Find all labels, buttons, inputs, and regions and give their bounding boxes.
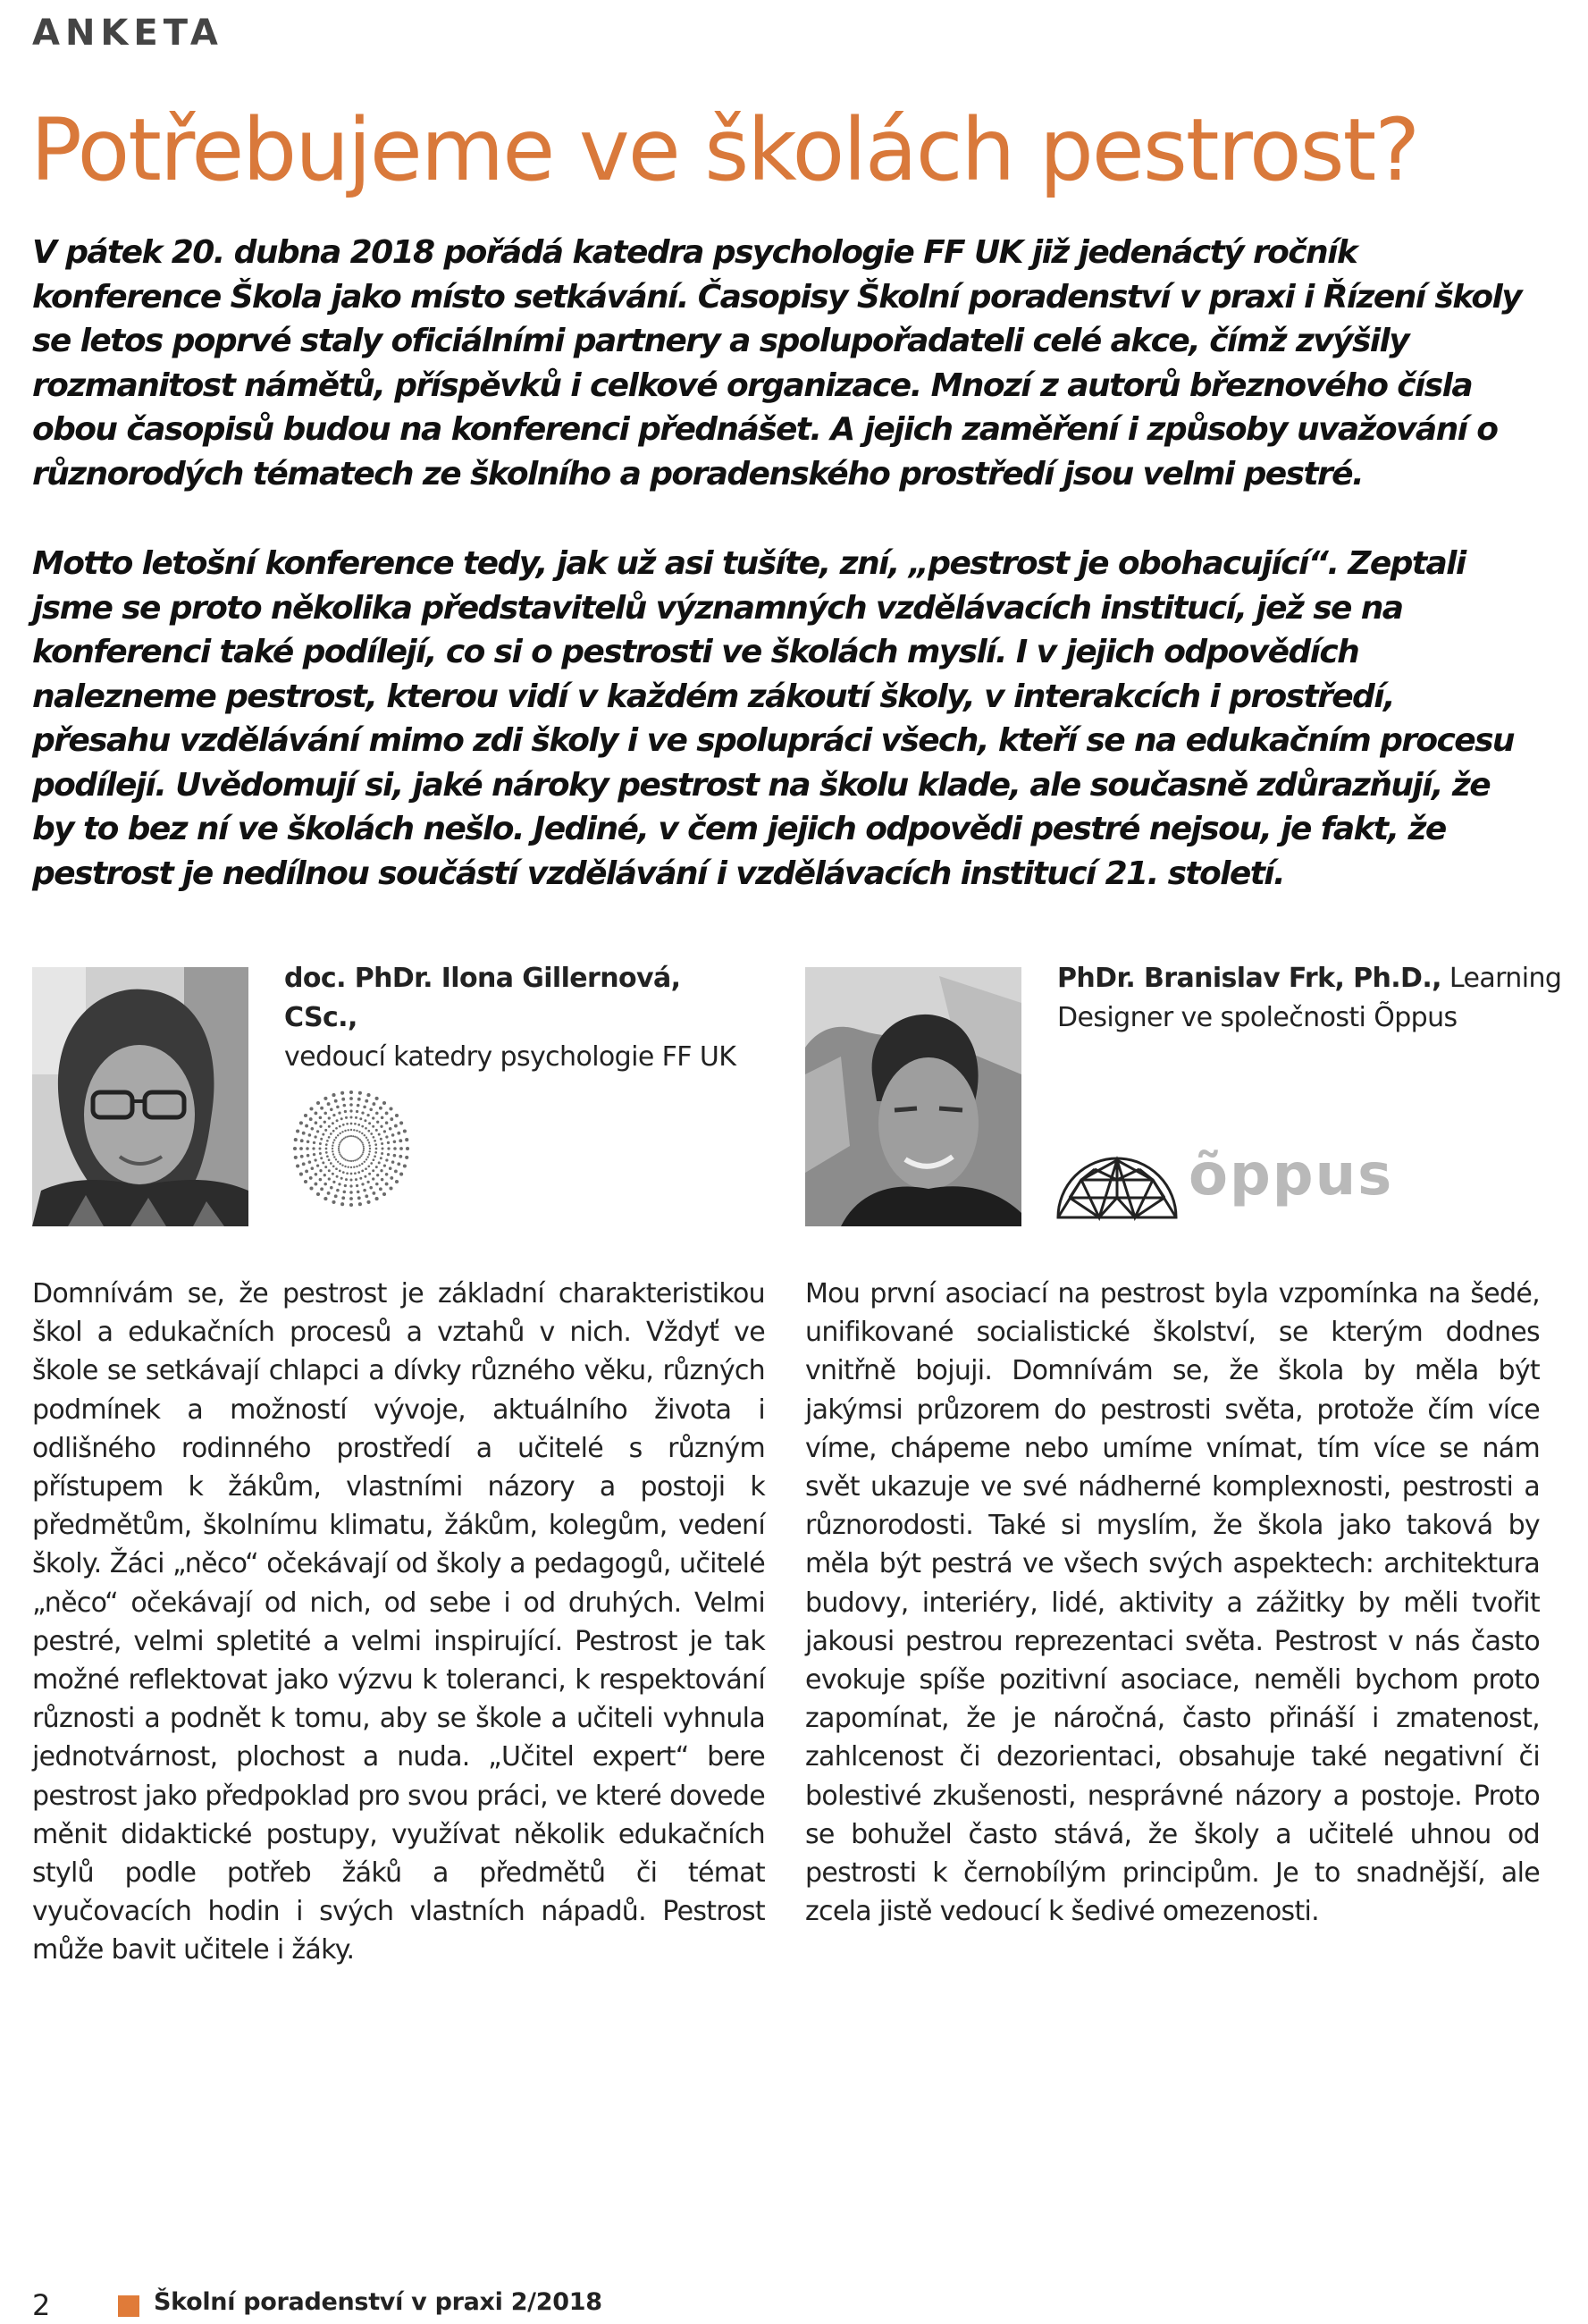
- article-headline: Potřebujeme ve školách pestrost?: [30, 100, 1419, 200]
- footer-accent-square: [118, 2295, 139, 2317]
- respondent-photo-gillernova: [32, 967, 248, 1226]
- lead-paragraph-2: Motto letošní konference tedy, jak už asi tušíte, zní, „pestrost je obohacující“. Zeptali jsme se proto několika představitelů významných vzdělávacích institucí, jež se na konferenci také podílejí, co si o pestrosti ve školách myslí. I v jejich odpovědích nalezneme pestrost, kterou vidí v každém zákoutí školy, v interakcích i prostředí, přesahu vzdělávání mimo zdi školy i ve spolupráci všech, kteří se na edukačním procesu podílejí. Uvědomují si, jaké nároky pestrost na školu klade, ale současně zdůrazňují, že by to bez ní ve školách nešlo. Jediné, v čem jejich odpovědi pestré nejsou, je fakt, že pestrost je nedílnou součástí vzdělávání i vzdělávacích institucí 21. století.: [32, 545, 1514, 892]
- respondent-name: PhDr. Branislav Frk, Ph.D.,: [1057, 963, 1441, 994]
- respondent-role: Learning Designer ve společnosti Õppus: [1057, 963, 1562, 1033]
- answer-frk: Mou první asociací na pestrost byla vzpomínka na šedé, unifikované socialistické školství, se kterým dodnes vnitřně bojuji. Domnívám se, že škola by měla být jakýmsi průzorem do pestrosti světa, protože čím více víme, chápeme nebo umíme vnímat, tím více se nám svět ukazuje ve své nádherné komplexnosti, pestrosti a různorodosti. Také si myslím, že škola jako taková by měla být pestrá ve všech svých aspektech: architektura budovy, interiéry, lidé, aktivity a zážitky by měli tvořit jakousi pestrou reprezentaci světa. Pestrost v nás často evokuje spíše pozitivní asociace, neměli bychom proto zapomínat, že je náročná, často přináší i zmatenost, zahlcenost či dezorientaci, obsahuje také negativní či bolestivé zkušenosti, nesprávné názory a postoje. Proto se bohužel často stává, že školy a učitelé uhnou od pestrosti k černobílým principům. Je to snadnější, ale zcela jistě vedoucí k šedivé omezenosti.: [805, 1278, 1540, 1928]
- charles-university-logo: [284, 1082, 418, 1216]
- respondent-photo-frk: [805, 967, 1021, 1226]
- respondent-bio-frk: [1057, 959, 1567, 1038]
- respondent-bio-gillernova: [284, 959, 749, 1077]
- respondent-name: doc. PhDr. Ilona Gillernová, CSc.,: [284, 963, 681, 1033]
- lead-paragraph-1: V pátek 20. dubna 2018 pořádá katedra psychologie FF UK již jedenáctý ročník konference Škola jako místo setkávání. Časopisy Školní poradenství v praxi i Řízení školy se letos poprvé staly oficiálními partnery a spolupořadateli celé akce, čímž zvýšily rozmanitost námětů, příspěvků i celkové organizace. Mnozí z autorů březnového čísla obou časopisů budou na konferenci přednášet. A jejich zaměření i způsoby uvažování o různorodých tématech ze školního a poradenského prostředí jsou velmi pestré.: [32, 234, 1522, 493]
- section-label: ANKETA: [32, 13, 223, 54]
- footer-publication: Školní poradenství v praxi 2/2018: [154, 2288, 602, 2316]
- oppus-logo: [1054, 1135, 1394, 1225]
- geodesic-dome-icon: [1054, 1135, 1180, 1225]
- oppus-wordmark: õppus: [1189, 1142, 1394, 1208]
- answer-gillernova: Domnívám se, že pestrost je základní charakteristikou škol a edukačních procesů a vztahů v nich. Vždyť ve škole se setkávají chlapci a dívky různého věku, různých podmínek a možností vývoje, aktuálního života i odlišného rodinného prostředí a učitelé s různým přístupem k žákům, vlastními názory a postoji k předmětům, školnímu klimatu, žákům, kolegům, vedení školy. Žáci „něco“ očekávají od školy a pedagogů, učitelé „něco“ očekávají od nich, od sebe i od druhých. Velmi pestré, velmi spletité a velmi inspirující. Pestrost je tak možné reflektovat jako výzvu k toleranci, k respektování různosti a podnět k tomu, aby se škole a učiteli vyhnula jednotvárnost, plochost a nuda. „Učitel expert“ bere pestrost jako předpoklad pro svou práci, ve které dovede měnit didaktické postupy, využívat několik edukačních stylů podle potřeb žáků a předmětů či témat vyučovacích hodin i svých vlastních nápadů. Pestrost může bavit učitele i žáky.: [32, 1278, 765, 1966]
- page-number: 2: [32, 2288, 51, 2322]
- respondent-role: vedoucí katedry psychologie FF UK: [284, 1041, 736, 1073]
